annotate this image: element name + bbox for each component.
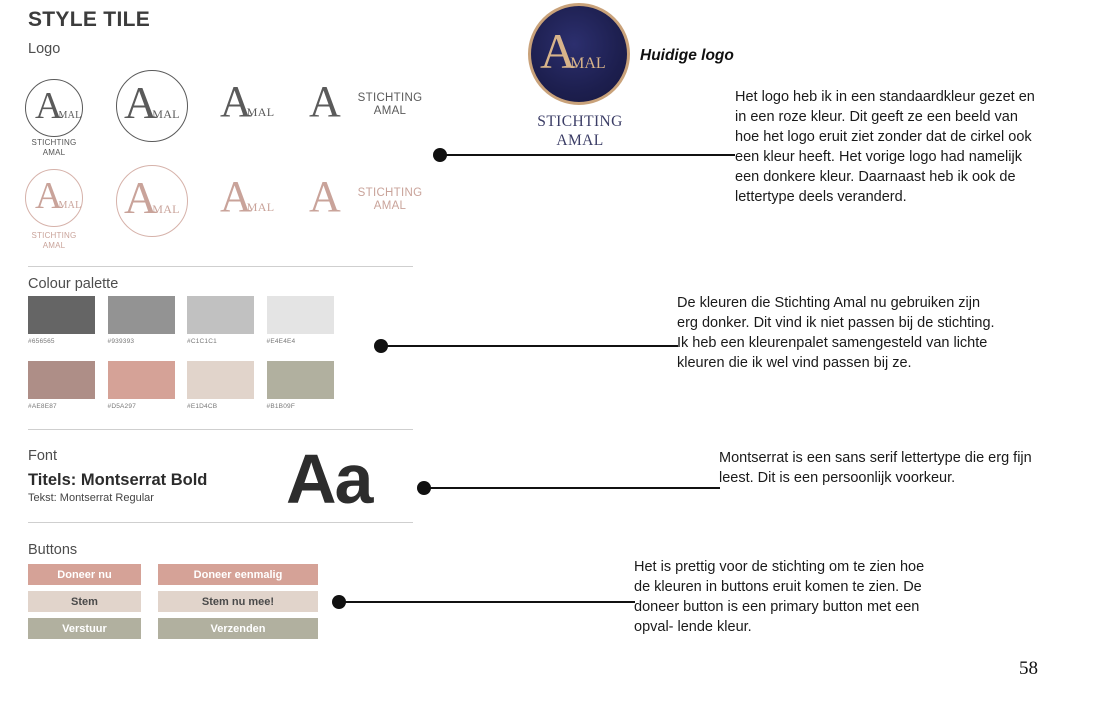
doneer-nu-button[interactable]: Doneer nu [28,564,141,585]
logo-row-rose [24,165,423,255]
colour-swatch-code: #656565 [28,338,55,345]
logo-note: Het logo heb ik in een standaardkleur gezet en in een roze kleur. Dit geeft ze een beeld van hoe het logo eruit ziet zonder dat de cirkel ook een kleur heeft. Het vorige logo had namelijk een donkere kleur. Daarnaast heb ik ook de lettertype deels veranderd. [735,89,1035,205]
style-tile-title: STYLE TILE [28,8,151,31]
logo-monogram: A [309,172,341,221]
colour-swatch-code: #E1D4CB [187,403,218,410]
logo-monogram: A MAL [220,77,275,126]
font-text-label: Tekst: Montserrat Regular [28,492,154,504]
stem-nu-mee-button[interactable]: Stem nu mee! [158,591,318,612]
palette-note: De kleuren die Stichting Amal nu gebruiken zijn erg donker. Dit vind ik niet passen bij de stichting. Ik heb een kleurenpalet samengesteld van lichte kleuren die ik wel vind passen bij ze. [677,295,995,371]
connector-line [440,154,735,156]
logo-caption: STICHTING AMAL [31,138,77,157]
logo-caption: STICHTING AMAL [31,231,77,250]
colour-swatch-code: #E4E4E4 [266,338,296,345]
logo-monogram: A MAL [220,172,275,221]
connector-line [424,487,720,489]
logo-wordmark: STICHTING AMAL [357,187,423,212]
colour-swatch [267,361,334,399]
colour-swatch-code: #939393 [107,338,135,345]
font-sample: Aa [286,440,372,518]
divider [28,266,413,267]
verstuur-button[interactable]: Verstuur [28,618,141,639]
connector-line [381,345,678,347]
colour-swatch [108,361,175,399]
colour-swatch [108,296,175,334]
logo-monogram: A MAL [124,77,180,128]
colour-swatch-code: #B1B09F [266,403,296,410]
font-titles-label: Titels: Montserrat Bold [28,471,208,489]
verzenden-button[interactable]: Verzenden [158,618,318,639]
colour-swatch [28,296,95,334]
logo-monogram: A [309,77,341,126]
divider [28,429,413,430]
buttons-note: Het is prettig voor de stichting om te zien hoe de kleuren in buttons eruit komen te zien. De doneer button is een primary button met een opval- lende kleur. [634,559,925,635]
divider [28,522,413,523]
stem-button[interactable]: Stem [28,591,141,612]
colour-swatch-code: #AE8E87 [28,403,57,410]
doneer-eenmalig-button[interactable]: Doneer eenmalig [158,564,318,585]
logo-monogram: A MAL [35,175,82,217]
buttons-section-label: Buttons [28,542,78,558]
colour-swatch [187,361,254,399]
current-logo-name: STICHTING AMAL [537,113,623,149]
connector-line [339,601,635,603]
logo-wordmark: STICHTING AMAL [357,92,423,117]
page-number: 58 [1019,658,1038,679]
palette-section-label: Colour palette [28,276,119,292]
current-logo-monogram: A MAL [540,23,606,79]
font-note: Montserrat is een sans serif lettertype die erg fijn leest. Dit is een persoonlijk voorkeur. [719,450,1032,486]
colour-swatch [267,296,334,334]
font-section-label: Font [28,448,58,464]
colour-palette [28,296,418,416]
logo-monogram: A MAL [35,85,82,127]
logo-monogram: A MAL [124,172,180,223]
logo-row-grey [24,75,423,165]
logo-section-label: Logo [28,41,61,57]
colour-swatch-code: #D5A297 [107,403,137,410]
colour-swatch [187,296,254,334]
colour-swatch-code: #C1C1C1 [187,338,217,345]
colour-swatch [28,361,95,399]
current-logo-label: Huidige logo [640,47,734,64]
